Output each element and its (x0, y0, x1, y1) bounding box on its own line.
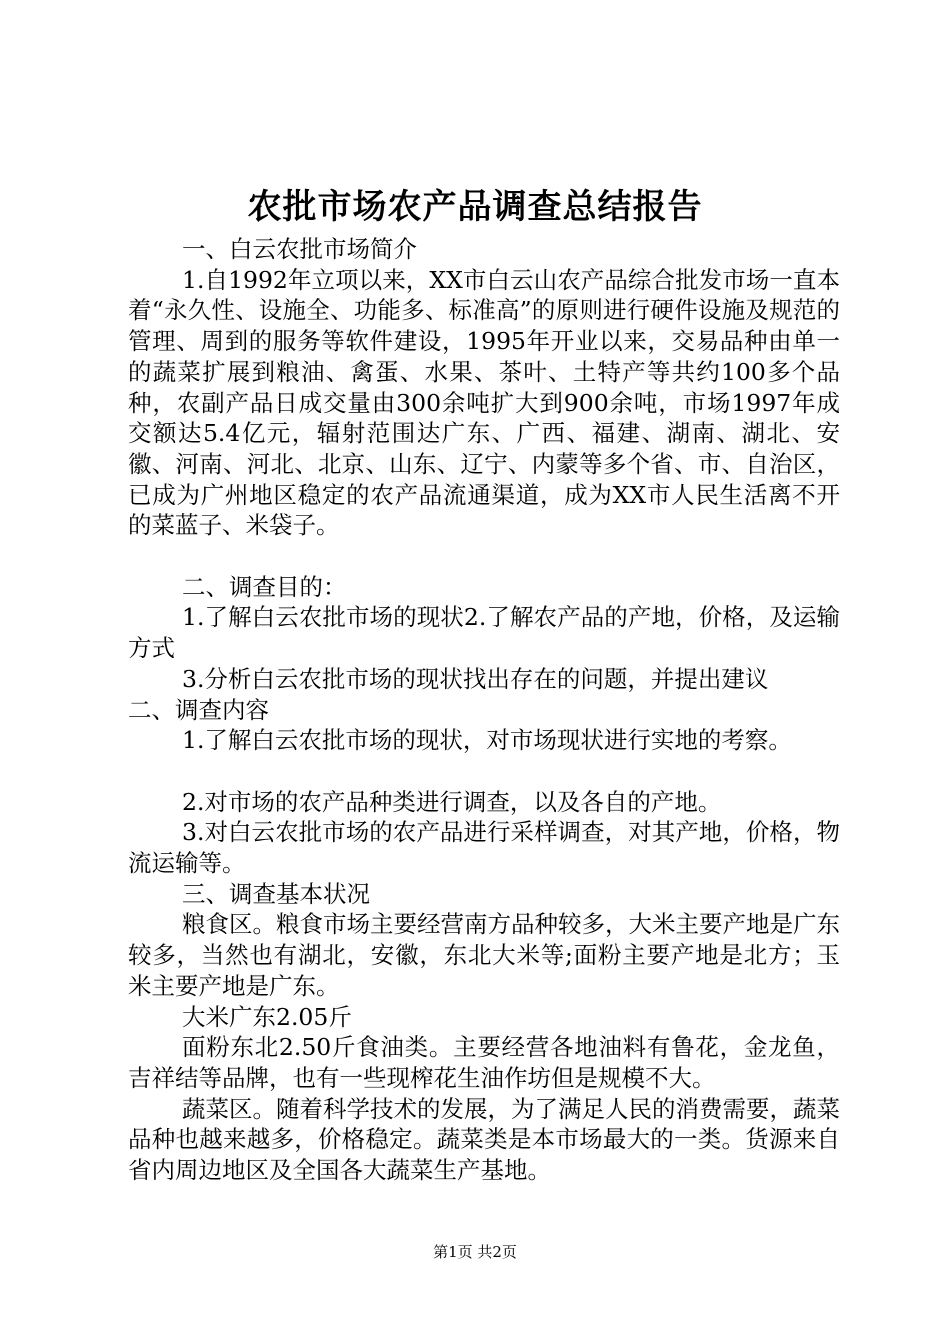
paragraph-content-1: 1.了解白云农批市场的现状，对市场现状进行实地的考察。 (182, 726, 792, 755)
paragraph-purpose-1-2: 1.了解白云农批市场的现状2.了解农产品的产地，价格，及运输方式 (128, 603, 840, 663)
paragraph-flour-oil: 面粉东北2.50斤食油类。主要经营各地油料有鲁花，金龙鱼，吉祥结等品牌，也有一些现榨花生油作坊但是规模不大。 (128, 1033, 840, 1092)
paragraph-vegetable-area: 蔬菜区。随着科学技术的发展，为了满足人民的消费需要，蔬菜品种也越来越多，价格稳定。蔬菜类是本市场最大的一类。货源来自省内周边地区及全国各大蔬菜生产基地。 (128, 1094, 840, 1185)
paragraph-content-3: 3.对白云农批市场的农产品进行采样调查，对其产地，价格，物流运输等。 (128, 818, 840, 878)
document-title: 农批市场农产品调查总结报告 (247, 187, 703, 227)
paragraph-purpose-3: 3.分析白云农批市场的现状找出存在的问题，并提出建议 (182, 664, 769, 693)
section-heading-content: 二、调查内容 (128, 695, 269, 724)
paragraph-gap (128, 756, 840, 787)
paragraph-gap (128, 541, 840, 572)
document-body (128, 234, 840, 1186)
page-footer: 第1页 共2页 (433, 1243, 517, 1261)
paragraph-market-intro: 1.自1992年立项以来，XX市白云山农产品综合批发市场一直本着“永久性、设施全、功能多、标准高”的原则进行硬件设施及规范的管理、周到的服务等软件建设，1995年开业以来，交易品种由单一的蔬菜扩展到粮油、禽蛋、水果、茶叶、土特产等共约100多个品种，农副产品日成交量由300余吨扩大到900余吨，市场1997年成交额达5.4亿元，辐射范围达广东、广西、福建、湖南、湖北、安徽、河南、河北、北京、山东、辽宁、内蒙等多个省、市、自治区，已成为广州地区稳定的农产品流通渠道，成为XX市人民生活离不开的菜蓝子、米袋子。 (128, 265, 840, 540)
paragraph-rice-price: 大米广东2.05斤 (182, 1002, 352, 1031)
section-heading-purpose: 二、调查目的： (182, 572, 347, 601)
section-heading-intro: 一、白云农批市场简介 (182, 235, 417, 263)
paragraph-grain-area: 粮食区。粮食市场主要经营南方品种较多，大米主要产地是广东较多，当然也有湖北，安徽，东北大米等;面粉主要产地是北方；玉米主要产地是广东。 (128, 910, 840, 1000)
paragraph-content-2: 2.对市场的农产品种类进行调查，以及各自的产地。 (182, 787, 722, 816)
section-heading-status: 三、调查基本状况 (182, 879, 370, 908)
